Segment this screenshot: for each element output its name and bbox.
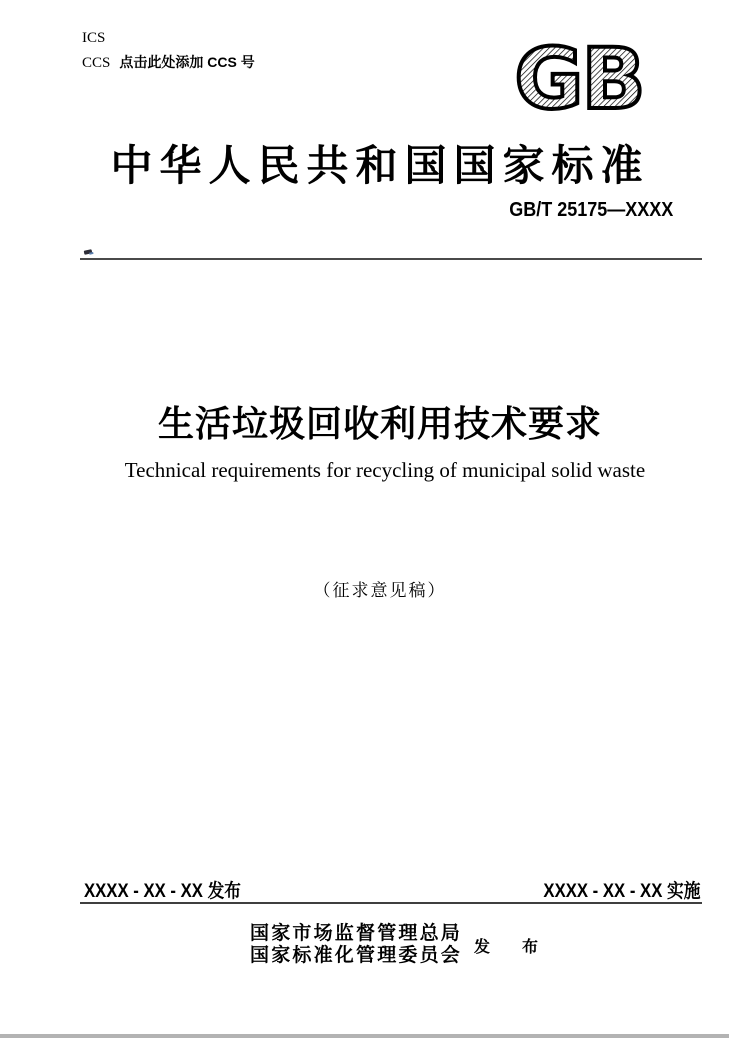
publisher-line-1: 国家市场监督管理总局 (250, 923, 463, 944)
ccs-label: CCS (82, 55, 111, 71)
publisher-block (250, 923, 552, 967)
document-title-english: Technical requirements for recycling of municipal solid waste (124, 458, 646, 482)
ics-label: ICS (82, 30, 106, 46)
draft-stage-note: （征求意见稿） (313, 581, 447, 600)
document-title-chinese: 生活垃圾回收利用技术要求 (157, 403, 602, 444)
gb-logo (483, 40, 675, 118)
standard-number: GB/T 25175—XXXX (508, 199, 673, 221)
implementation-date: XXXX - XX - XX 实施 (542, 881, 700, 902)
publish-label: 发 布 (474, 938, 553, 956)
publisher-names (250, 923, 462, 967)
classification-block (82, 27, 255, 75)
ccs-row (82, 51, 255, 75)
header-rule (80, 258, 702, 260)
gb-logo-text: GB (514, 40, 644, 118)
issue-date: XXXX - XX - XX 发布 (84, 881, 242, 902)
ccs-placeholder[interactable]: 点击此处添加 CCS 号 (119, 54, 255, 70)
footer-rule (80, 902, 702, 904)
national-standard-heading: 中华人民共和国国家标准 (110, 144, 650, 190)
revision-mark (84, 249, 93, 255)
page-edge-bar (0, 1034, 729, 1038)
publisher-line-2: 国家标准化管理委员会 (250, 945, 463, 966)
